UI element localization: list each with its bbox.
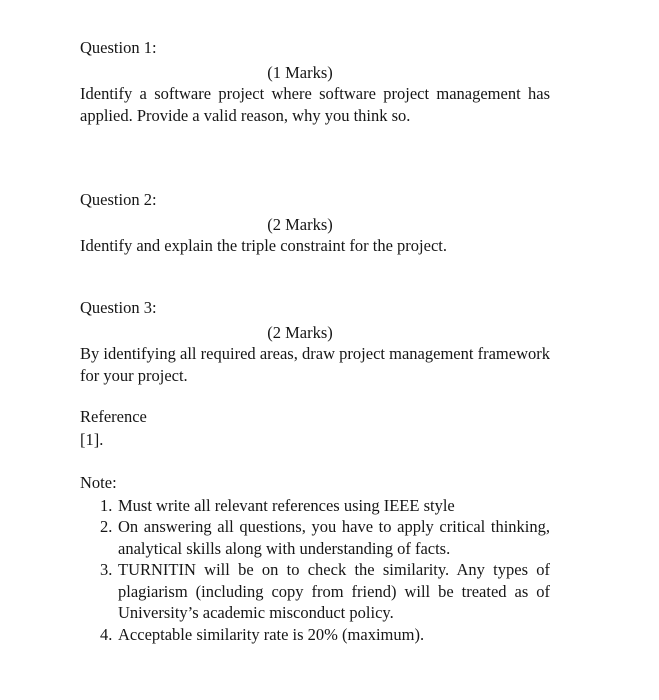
question-3-marks: (2 Marks) [267, 322, 333, 342]
question-3-title: Question 3: [80, 298, 157, 317]
reference-item: [1]. [80, 429, 104, 449]
question-1 [80, 37, 550, 126]
question-3 [80, 297, 550, 386]
question-1-marks: (1 Marks) [267, 62, 333, 82]
question-2-marks: (2 Marks) [267, 214, 333, 234]
question-1-title: Question 1: [80, 38, 157, 57]
note-item-text: TURNITIN will be on to check the similarity. Any types of plagiarism (including copy from friend) will be treated as of University’s academic misconduct policy. [118, 560, 550, 622]
reference-section [80, 406, 550, 450]
note-list [80, 495, 550, 646]
reference-title: Reference [80, 407, 147, 426]
note-item-text: Must write all relevant references using IEEE style [118, 495, 455, 515]
question-2-title: Question 2: [80, 190, 157, 209]
question-1-text: Identify a software project where software project management has applied. Provide a valid reason, why you think so. [80, 84, 550, 125]
note-item-text: On answering all questions, you have to apply critical thinking, analytical skills along with understanding of facts. [118, 517, 550, 558]
list-item [80, 495, 550, 517]
note-item-number: 2. [100, 517, 113, 536]
note-item-number: 3. [100, 560, 113, 579]
list-item [80, 516, 550, 559]
note-title: Note: [80, 473, 117, 492]
note-item-number: 4. [100, 624, 113, 644]
list-item [80, 559, 550, 624]
question-2 [80, 189, 550, 257]
note-item-text: Acceptable similarity rate is 20% (maximum). [118, 624, 425, 644]
list-item [80, 624, 550, 646]
question-2-text: Identify and explain the triple constraint for the project. [80, 236, 447, 255]
note-item-number: 1. [100, 495, 113, 515]
note-section [80, 472, 550, 645]
question-3-text: By identifying all required areas, draw project management framework for your project. [80, 344, 550, 385]
